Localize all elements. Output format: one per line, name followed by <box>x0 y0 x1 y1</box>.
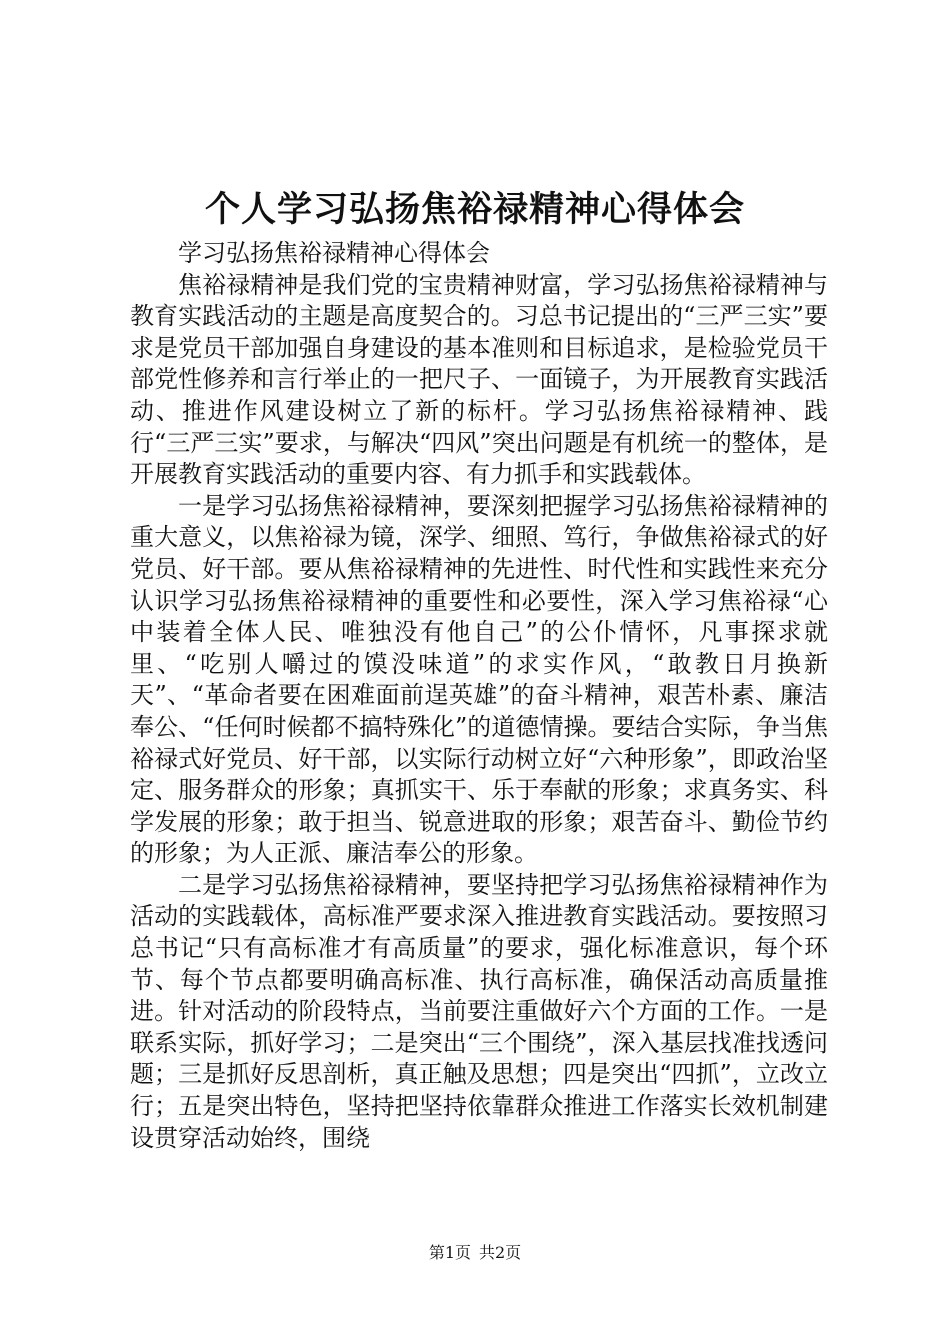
paragraph-3: 二是学习弘扬焦裕禄精神，要坚持把学习弘扬焦裕禄精神作为活动的实践载体，高标准严要求深入推进教育实践活动。要按照习总书记“只有高标准才有高质量”的要求，强化标准意识，每个环节、每个节点都要明确高标准、执行高标准，确保活动高质量推进。针对活动的阶段特点，当前要注重做好六个方面的工作。一是联系实际，抓好学习；二是突出“三个围绕”，深入基层找准找透问题；三是抓好反思剖析，真正触及思想；四是突出“四抓”，立改立行；五是突出特色，坚持把坚持依靠群众推进工作落实长效机制建设贯穿活动始终，围绕 <box>130 870 828 1152</box>
document-title: 个人学习弘扬焦裕禄精神心得体会 <box>204 189 745 230</box>
document-body <box>130 238 828 1154</box>
document-subtitle: 学习弘扬焦裕禄精神心得体会 <box>178 239 490 267</box>
paragraph-2: 一是学习弘扬焦裕禄精神，要深刻把握学习弘扬焦裕禄精神的重大意义，以焦裕禄为镜，深学、细照、笃行，争做焦裕禄式的好党员、好干部。要从焦裕禄精神的先进性、时代性和实践性来充分认识学习弘扬焦裕禄精神的重要性和必要性，深入学习焦裕禄“心中装着全体人民、唯独没有他自己”的公仆情怀，凡事探求就里、“吃别人嚼过的馍没味道”的求实作风，“敢教日月换新天”、“革命者要在困难面前逞英雄”的奋斗精神，艰苦朴素、廉洁奉公、“任何时候都不搞特殊化”的道德情操。要结合实际，争当焦裕禄式好党员、好干部，以实际行动树立好“六种形象”，即政治坚定、服务群众的形象；真抓实干、乐于奉献的形象；求真务实、科学发展的形象；敢于担当、锐意进取的形象；艰苦奋斗、勤俭节约的形象；为人正派、廉洁奉公的形象。 <box>130 491 828 868</box>
page-footer <box>0 1242 950 1264</box>
page-total: 共2页 <box>479 1243 522 1262</box>
paragraph-1: 焦裕禄精神是我们党的宝贵精神财富，学习弘扬焦裕禄精神与教育实践活动的主题是高度契合的。习总书记提出的“三严三实”要求是党员干部加强自身建设的基本准则和目标追求，是检验党员干部党性修养和言行举止的一把尺子、一面镜子，为开展教育实践活动、推进作风建设树立了新的标杆。学习弘扬焦裕禄精神、践行“三严三实”要求，与解决“四风”突出问题是有机统一的整体，是开展教育实践活动的重要内容、有力抓手和实践载体。 <box>130 270 828 489</box>
page-number: 第1页 <box>428 1243 471 1262</box>
